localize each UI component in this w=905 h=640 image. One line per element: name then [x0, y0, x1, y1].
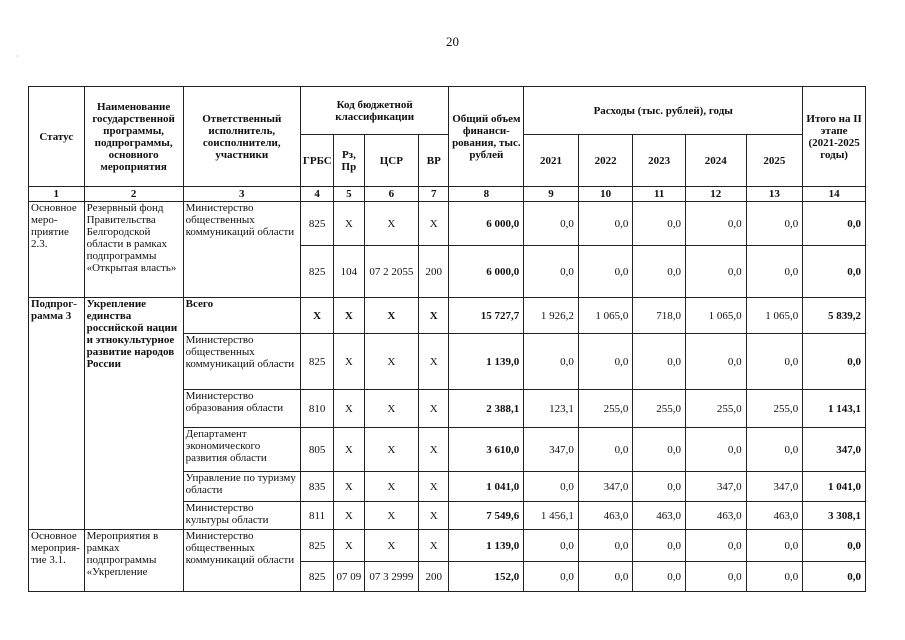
y2025-cell: 0,0 — [746, 428, 803, 472]
y2022-cell: 1 065,0 — [578, 298, 633, 334]
y2023-cell: 255,0 — [633, 390, 686, 428]
name-cell: Резервный фонд Правительства Белгородской области в рамках подпрограммы «Открытая власть» — [84, 202, 183, 298]
csr-cell: Х — [364, 502, 419, 530]
vr-cell: Х — [419, 298, 449, 334]
header-row-1 — [29, 87, 866, 135]
y2023-cell: 0,0 — [633, 428, 686, 472]
column-number: 10 — [578, 187, 633, 202]
stage-total-cell: 5 839,2 — [803, 298, 866, 334]
stage-total-cell: 1 041,0 — [803, 472, 866, 502]
y2021-cell: 0,0 — [524, 472, 579, 502]
y2021-cell: 1 456,1 — [524, 502, 579, 530]
csr-cell: 07 3 2999 — [364, 562, 419, 592]
rzpr-cell: 07 09 — [334, 562, 364, 592]
rzpr-cell: Х — [334, 298, 364, 334]
name-cell: Мероприятия в рамках подпрограммы «Укрепление — [84, 530, 183, 592]
total-cell: 1 139,0 — [449, 334, 524, 390]
column-numbers-row — [29, 187, 866, 202]
y2021-cell: 123,1 — [524, 390, 579, 428]
y2025-cell: 255,0 — [746, 390, 803, 428]
vr-cell: Х — [419, 472, 449, 502]
y2023-cell: 718,0 — [633, 298, 686, 334]
grbs-cell: 811 — [300, 502, 333, 530]
column-number: 2 — [84, 187, 183, 202]
y2025-cell: 0,0 — [746, 562, 803, 592]
column-number: 7 — [419, 187, 449, 202]
total-cell: 1 041,0 — [449, 472, 524, 502]
total-cell: 6 000,0 — [449, 202, 524, 246]
csr-cell: Х — [364, 530, 419, 562]
y2022-cell: 0,0 — [578, 202, 633, 246]
responsible-cell: Управление по туризму области — [183, 472, 300, 502]
column-number: 13 — [746, 187, 803, 202]
vr-cell: 200 — [419, 246, 449, 298]
rzpr-cell: Х — [334, 202, 364, 246]
name-cell: Укрепление единства российской нации и этнокультурное развитие народов России — [84, 298, 183, 530]
column-number: 3 — [183, 187, 300, 202]
header-csr: ЦСР — [364, 135, 419, 187]
y2023-cell: 0,0 — [633, 562, 686, 592]
y2022-cell: 463,0 — [578, 502, 633, 530]
header-2023: 2023 — [633, 135, 686, 187]
total-cell: 6 000,0 — [449, 246, 524, 298]
rzpr-cell: Х — [334, 428, 364, 472]
rzpr-cell: Х — [334, 334, 364, 390]
csr-cell: Х — [364, 428, 419, 472]
column-number: 6 — [364, 187, 419, 202]
total-cell: 15 727,7 — [449, 298, 524, 334]
y2022-cell: 0,0 — [578, 334, 633, 390]
csr-cell: Х — [364, 334, 419, 390]
vr-cell: Х — [419, 530, 449, 562]
y2024-cell: 0,0 — [685, 334, 746, 390]
stage-total-cell: 347,0 — [803, 428, 866, 472]
y2021-cell: 0,0 — [524, 246, 579, 298]
grbs-cell: 810 — [300, 390, 333, 428]
column-number: 5 — [334, 187, 364, 202]
status-cell: Основное мероприя-тие 3.1. — [29, 530, 85, 592]
csr-cell: 07 2 2055 — [364, 246, 419, 298]
y2021-cell: 1 926,2 — [524, 298, 579, 334]
header-grbs: ГРБС — [300, 135, 333, 187]
header-total: Общий объем финанси-рования, тыс. рублей — [449, 87, 524, 187]
responsible-cell: Департамент экономического развития области — [183, 428, 300, 472]
header-expenses: Расходы (тыс. рублей), годы — [524, 87, 803, 135]
header-rzpr: Рз, Пр — [334, 135, 364, 187]
grbs-cell: 825 — [300, 530, 333, 562]
y2024-cell: 0,0 — [685, 246, 746, 298]
status-cell: Основное меро-приятие 2.3. — [29, 202, 85, 298]
total-cell: 1 139,0 — [449, 530, 524, 562]
responsible-cell: Министерство общественных коммуникаций области — [183, 202, 300, 298]
column-number: 4 — [300, 187, 333, 202]
grbs-cell: 835 — [300, 472, 333, 502]
y2024-cell: 463,0 — [685, 502, 746, 530]
table-row — [29, 530, 866, 562]
grbs-cell: 825 — [300, 334, 333, 390]
stage-total-cell: 0,0 — [803, 334, 866, 390]
stage-total-cell: 3 308,1 — [803, 502, 866, 530]
grbs-cell: 805 — [300, 428, 333, 472]
stage-total-cell: 0,0 — [803, 530, 866, 562]
responsible-cell: Министерство общественных коммуникаций области — [183, 530, 300, 592]
y2024-cell: 0,0 — [685, 530, 746, 562]
y2024-cell: 255,0 — [685, 390, 746, 428]
column-number: 12 — [685, 187, 746, 202]
y2023-cell: 0,0 — [633, 202, 686, 246]
column-number: 14 — [803, 187, 866, 202]
y2022-cell: 0,0 — [578, 246, 633, 298]
header-2022: 2022 — [578, 135, 633, 187]
rzpr-cell: Х — [334, 472, 364, 502]
vr-cell: Х — [419, 502, 449, 530]
y2022-cell: 0,0 — [578, 428, 633, 472]
column-number: 1 — [29, 187, 85, 202]
header-status: Статус — [29, 87, 85, 187]
total-cell: 2 388,1 — [449, 390, 524, 428]
y2024-cell: 1 065,0 — [685, 298, 746, 334]
responsible-cell: Министерство общественных коммуникаций области — [183, 334, 300, 390]
y2023-cell: 0,0 — [633, 472, 686, 502]
stage-total-cell: 0,0 — [803, 246, 866, 298]
y2025-cell: 0,0 — [746, 202, 803, 246]
header-2024: 2024 — [685, 135, 746, 187]
total-cell: 3 610,0 — [449, 428, 524, 472]
table-row — [29, 298, 866, 334]
csr-cell: Х — [364, 202, 419, 246]
rzpr-cell: Х — [334, 390, 364, 428]
y2024-cell: 347,0 — [685, 472, 746, 502]
header-responsible: Ответственный исполнитель, соисполнители, участники — [183, 87, 300, 187]
grbs-cell: Х — [300, 298, 333, 334]
rzpr-cell: Х — [334, 530, 364, 562]
margin-mark: · — [16, 52, 19, 61]
y2021-cell: 0,0 — [524, 530, 579, 562]
total-cell: 7 549,6 — [449, 502, 524, 530]
y2025-cell: 1 065,0 — [746, 298, 803, 334]
y2023-cell: 0,0 — [633, 246, 686, 298]
y2024-cell: 0,0 — [685, 202, 746, 246]
responsible-cell: Всего — [183, 298, 300, 334]
header-name: Наименование государственной программы, подпрограммы, основного мероприятия — [84, 87, 183, 187]
y2024-cell: 0,0 — [685, 562, 746, 592]
y2022-cell: 347,0 — [578, 472, 633, 502]
page-number: 20 — [446, 34, 459, 49]
y2023-cell: 463,0 — [633, 502, 686, 530]
header-stage-total: Итого на II этапе (2021-2025 годы) — [803, 87, 866, 187]
y2022-cell: 0,0 — [578, 562, 633, 592]
y2021-cell: 347,0 — [524, 428, 579, 472]
y2025-cell: 0,0 — [746, 530, 803, 562]
csr-cell: Х — [364, 390, 419, 428]
status-cell: Подпрог-рамма 3 — [29, 298, 85, 530]
header-budget-code: Код бюджетной классификации — [300, 87, 449, 135]
column-number: 11 — [633, 187, 686, 202]
vr-cell: Х — [419, 428, 449, 472]
vr-cell: Х — [419, 334, 449, 390]
budget-table — [28, 86, 866, 592]
y2022-cell: 255,0 — [578, 390, 633, 428]
vr-cell: Х — [419, 390, 449, 428]
y2021-cell: 0,0 — [524, 562, 579, 592]
vr-cell: 200 — [419, 562, 449, 592]
stage-total-cell: 0,0 — [803, 202, 866, 246]
column-number: 9 — [524, 187, 579, 202]
grbs-cell: 825 — [300, 246, 333, 298]
header-2025: 2025 — [746, 135, 803, 187]
responsible-cell: Министерство образования области — [183, 390, 300, 428]
y2021-cell: 0,0 — [524, 334, 579, 390]
rzpr-cell: 104 — [334, 246, 364, 298]
header-vr: ВР — [419, 135, 449, 187]
csr-cell: Х — [364, 472, 419, 502]
csr-cell: Х — [364, 298, 419, 334]
total-cell: 152,0 — [449, 562, 524, 592]
y2022-cell: 0,0 — [578, 530, 633, 562]
header-2021: 2021 — [524, 135, 579, 187]
table-row — [29, 202, 866, 246]
y2023-cell: 0,0 — [633, 530, 686, 562]
y2025-cell: 463,0 — [746, 502, 803, 530]
y2021-cell: 0,0 — [524, 202, 579, 246]
column-number: 8 — [449, 187, 524, 202]
y2025-cell: 0,0 — [746, 334, 803, 390]
y2023-cell: 0,0 — [633, 334, 686, 390]
y2025-cell: 347,0 — [746, 472, 803, 502]
responsible-cell: Министерство культуры области — [183, 502, 300, 530]
grbs-cell: 825 — [300, 562, 333, 592]
stage-total-cell: 1 143,1 — [803, 390, 866, 428]
grbs-cell: 825 — [300, 202, 333, 246]
vr-cell: Х — [419, 202, 449, 246]
rzpr-cell: Х — [334, 502, 364, 530]
y2025-cell: 0,0 — [746, 246, 803, 298]
stage-total-cell: 0,0 — [803, 562, 866, 592]
y2024-cell: 0,0 — [685, 428, 746, 472]
